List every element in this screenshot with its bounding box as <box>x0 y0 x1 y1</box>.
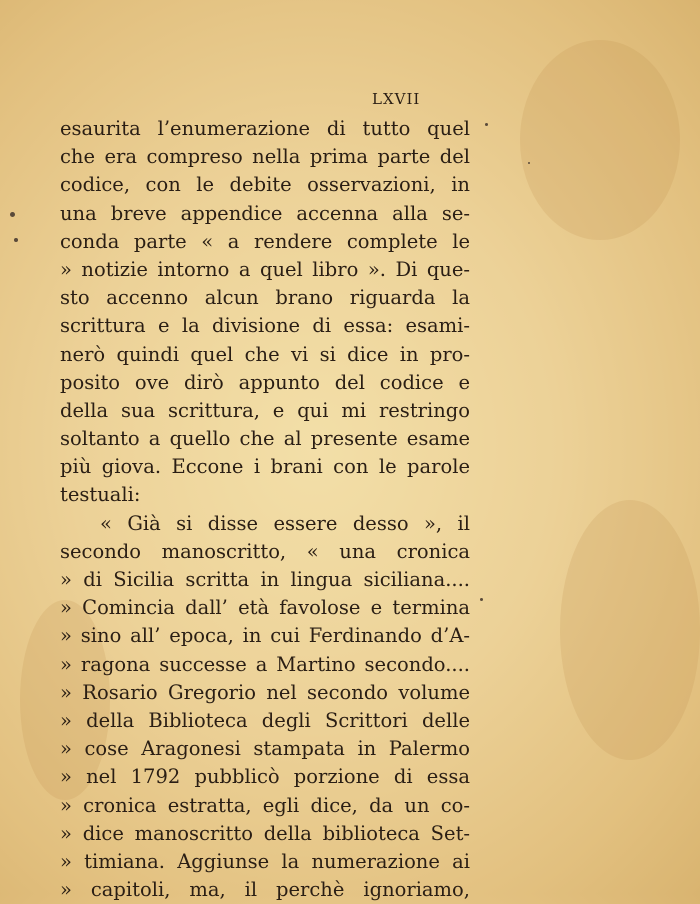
text-line: » cronica estratta, egli dice, da un co- <box>60 793 470 817</box>
text-line: esaurita l’enumerazione di tutto quel <box>60 117 470 140</box>
ink-speck <box>528 162 530 164</box>
text-line: sto accenno alcun brano riguarda la <box>60 286 470 310</box>
text-line: » di Sicilia scritta in lingua siciliana.... <box>60 568 470 591</box>
text-line: secondo manoscritto, « una cronica <box>60 539 470 563</box>
text-line: » cose Aragonesi stampata in Palermo <box>60 737 470 761</box>
text-line: » Rosario Gregorio nel secondo volume <box>60 680 470 704</box>
text-line: » Comincia dall’ età favolose e termina <box>60 596 470 620</box>
text-line: scrittura e la divisione di essa: esami- <box>60 314 470 338</box>
ink-speck <box>480 598 483 601</box>
text-line: » timiana. Aggiunse la numerazione ai <box>60 849 470 873</box>
paper-stain <box>520 40 680 240</box>
text-line: più giova. Eccone i brani con le parole <box>60 455 470 479</box>
text-line: soltanto a quello che al presente esame <box>60 427 470 451</box>
text-line: della sua scrittura, e qui mi restringo <box>60 398 470 422</box>
ink-speck <box>485 123 488 126</box>
paragraph <box>60 115 470 510</box>
quoted-paragraph <box>60 510 470 904</box>
ink-speck <box>14 238 18 242</box>
text-line: codice, con le debite osservazioni, in <box>60 173 470 197</box>
text-line: » della Biblioteca degli Scrittori delle <box>60 708 470 732</box>
text-line: » ragona successe a Martino secondo.... <box>60 652 470 676</box>
text-line: » sino all’ epoca, in cui Ferdinando d’A- <box>60 624 470 648</box>
text-line: » notizie intorno a quel libro ». Di que- <box>60 257 470 281</box>
body-text <box>60 115 470 904</box>
text-line: posito ove dirò appunto del codice e <box>60 370 470 394</box>
text-line: » nel 1792 pubblicò porzione di essa <box>60 765 470 789</box>
text-line: che era compreso nella prima parte del <box>60 145 470 169</box>
text-line: una breve appendice accenna alla se- <box>60 201 470 225</box>
text-line: » dice manoscritto della biblioteca Set- <box>60 821 470 845</box>
text-line: nerò quindi quel che vi si dice in pro- <box>60 342 470 366</box>
ink-speck <box>10 212 15 217</box>
text-line: conda parte « a rendere complete le <box>60 229 470 253</box>
text-line: » capitoli, ma, il perchè ignoriamo, <box>60 878 470 902</box>
text-line: testuali: <box>60 483 141 507</box>
paper-stain <box>560 500 700 760</box>
page-number: LXVII <box>372 90 421 108</box>
text-line: « Già si disse essere desso », il <box>100 511 470 535</box>
